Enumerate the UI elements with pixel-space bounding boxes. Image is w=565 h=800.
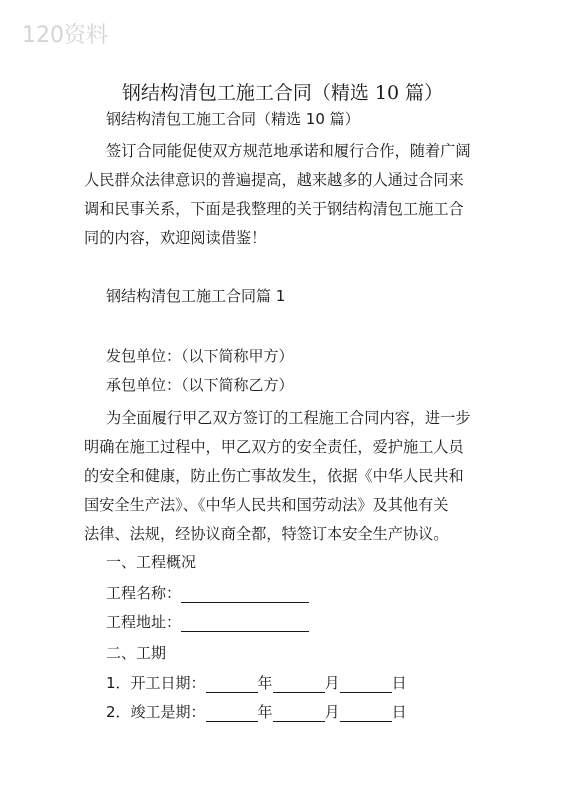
start-day-blank [340, 676, 392, 693]
project-address-field [106, 612, 309, 632]
subtitle: 钢结构清包工施工合同（精选 10 篇） [106, 110, 360, 128]
document-title: 钢结构清包工施工合同（精选 10 篇） [121, 82, 444, 104]
main-line: 明确在施工过程中，甲乙双方的安全责任，爱护施工人员 [84, 438, 464, 456]
end-date-label: 2．竣工是期： [106, 703, 206, 721]
end-day-blank [340, 705, 392, 722]
project-name-blank [181, 586, 309, 603]
end-date-field [106, 702, 407, 722]
day-char: 日 [391, 674, 407, 692]
intro-line: 调和民事关系，下面是我整理的关于钢结构清包工施工合 [84, 200, 464, 218]
party-b-line: 承包单位：（以下简称乙方） [106, 376, 294, 394]
start-month-blank [273, 676, 325, 693]
month-char: 月 [324, 703, 340, 721]
main-line: 为全面履行甲乙双方签订的工程施工合同内容，进一步 [106, 409, 471, 427]
project-name-label: 工程名称： [106, 584, 182, 602]
project-address-blank [181, 615, 309, 632]
heading-project-overview: 一、工程概况 [106, 553, 197, 571]
party-a-line: 发包单位：（以下简称甲方） [106, 347, 294, 365]
project-name-field [106, 583, 309, 603]
watermark-logo: 120资料 [22, 23, 108, 48]
end-year-blank [206, 705, 258, 722]
intro-line: 签订合同能促使双方规范地承诺和履行合作，随着广阔 [106, 142, 471, 160]
intro-line: 同的内容，欢迎阅读借鉴！ [84, 229, 267, 247]
start-date-label: 1．开工日期： [106, 674, 206, 692]
main-line: 国安全生产法》、《中华人民共和国劳动法》及其他有关 [84, 496, 449, 514]
month-char: 月 [324, 674, 340, 692]
heading-schedule: 二、工期 [106, 644, 167, 662]
start-date-field [106, 673, 407, 693]
intro-paragraph [84, 137, 494, 253]
end-month-blank [273, 705, 325, 722]
main-line: 的安全和健康，防止伤亡事故发生，依据《中华人民共和 [84, 467, 464, 485]
section-heading: 钢结构清包工施工合同篇 1 [106, 287, 286, 305]
main-line: 法律、法规，经协议商全都，特签订本安全生产协议。 [84, 525, 449, 543]
intro-line: 人民群众法律意识的普遍提高，越来越多的人通过合同来 [84, 171, 464, 189]
year-char: 年 [257, 703, 273, 721]
year-char: 年 [257, 674, 273, 692]
start-year-blank [206, 676, 258, 693]
day-char: 日 [391, 703, 407, 721]
project-address-label: 工程地址： [106, 613, 182, 631]
main-paragraph [84, 404, 494, 549]
